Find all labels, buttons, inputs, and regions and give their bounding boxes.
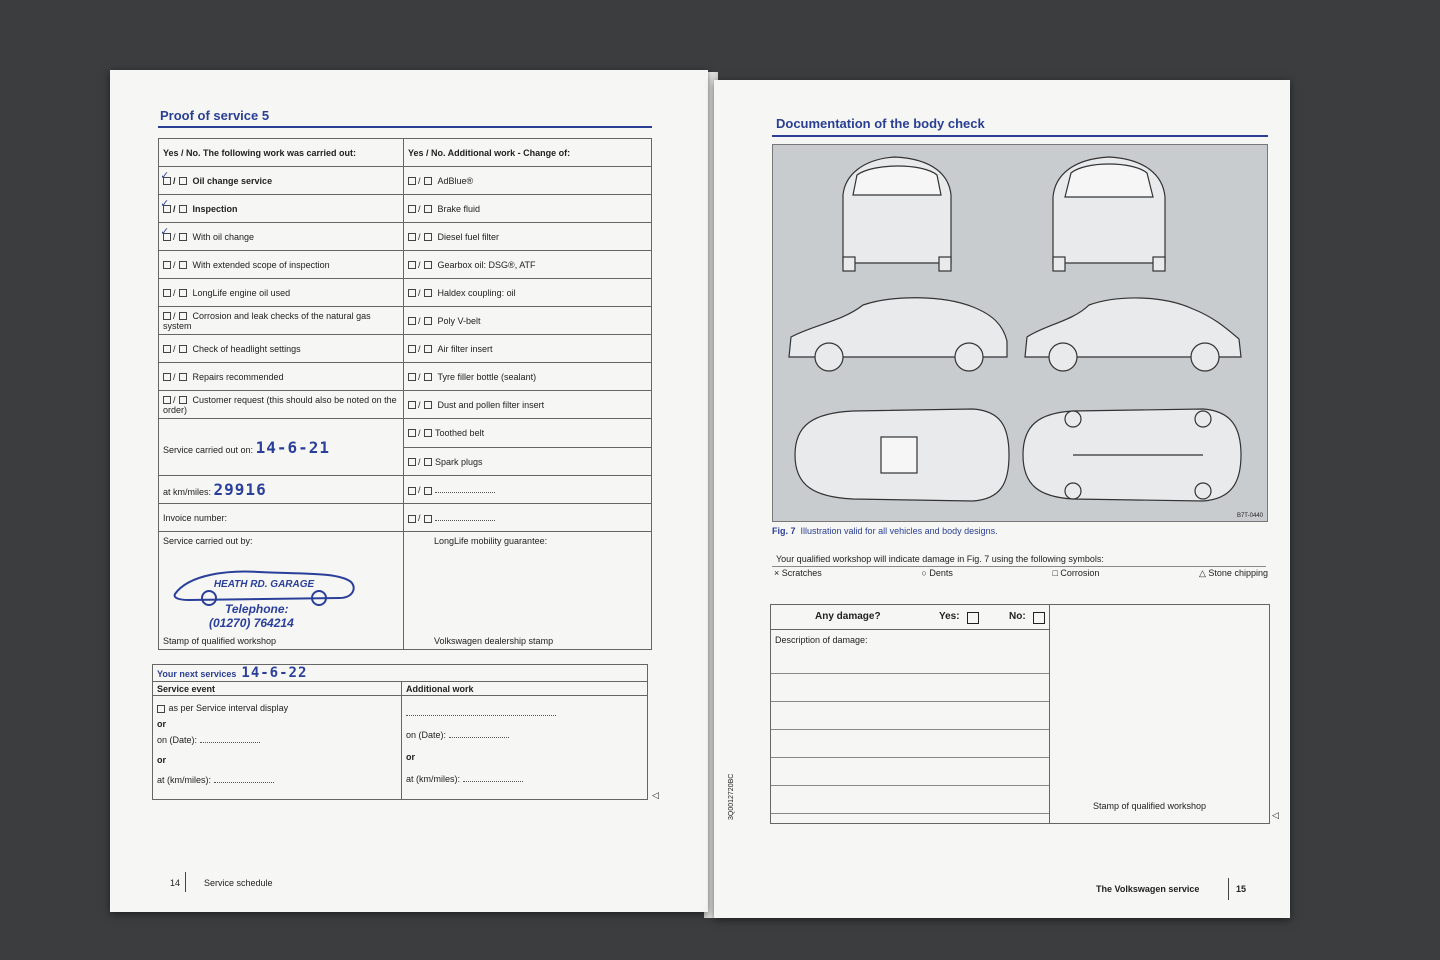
extra-work-label: Toothed belt	[435, 428, 485, 438]
no-checkbox[interactable]	[424, 515, 432, 523]
yes-checkbox[interactable]	[408, 233, 416, 241]
description-line[interactable]	[771, 729, 1049, 730]
date-blank[interactable]	[449, 729, 509, 738]
damage-symbol	[1052, 568, 1099, 579]
no-checkbox[interactable]	[424, 373, 432, 381]
stamp-label: Stamp of qualified workshop	[163, 636, 277, 646]
damage-symbol	[774, 568, 822, 579]
yes-label: Yes:	[939, 611, 960, 622]
table-row	[159, 251, 652, 279]
no-checkbox[interactable]	[1033, 612, 1045, 624]
table-row	[159, 307, 652, 335]
work-item-cell: / Check of headlight settings	[159, 335, 404, 363]
yes-checkbox[interactable]	[408, 289, 416, 297]
additional-work-label: Tyre filler bottle (sealant)	[437, 371, 537, 382]
longlife-label: LongLife mobility guarantee:	[434, 536, 548, 546]
extra-work-row: /	[404, 504, 652, 532]
table-row	[159, 391, 652, 419]
continue-arrow-icon: ◁	[1272, 810, 1279, 820]
no-checkbox[interactable]	[424, 401, 432, 409]
no-checkbox[interactable]	[179, 205, 187, 213]
yes-checkbox[interactable]	[408, 177, 416, 185]
work-item-cell: / Repairs recommended	[159, 363, 404, 391]
yes-checkbox[interactable]	[163, 345, 171, 353]
yes-checkbox[interactable]	[408, 205, 416, 213]
left-page	[110, 70, 708, 912]
vehicle-outlines	[773, 145, 1267, 521]
work-item-cell: / Customer request (this should also be noted on the order)	[159, 391, 404, 419]
yes-checkbox[interactable]	[408, 401, 416, 409]
symbol-glyph-icon: △	[1198, 568, 1206, 578]
handwritten-tick-icon: ✓	[161, 195, 170, 210]
no-checkbox[interactable]	[179, 312, 187, 320]
work-item-cell: / LongLife engine oil used	[159, 279, 404, 307]
extra-work-label: Spark plugs	[435, 456, 483, 467]
work-item-label: Inspection	[192, 203, 238, 214]
yes-checkbox[interactable]	[163, 396, 171, 404]
no-checkbox[interactable]	[424, 458, 432, 466]
symbol-glyph-icon: □	[1052, 568, 1058, 578]
work-item-label: Corrosion and leak checks of the natural gas system	[163, 310, 371, 331]
additional-work-label: AdBlue®	[437, 175, 474, 186]
figure-caption	[772, 526, 998, 536]
additional-work-cell	[402, 696, 648, 800]
yes-checkbox[interactable]	[163, 261, 171, 269]
work-blank[interactable]	[406, 707, 556, 716]
page-title: Proof of service 5	[160, 108, 270, 123]
no-checkbox[interactable]	[424, 429, 432, 437]
no-checkbox[interactable]	[179, 373, 187, 381]
right-page	[714, 80, 1290, 918]
footer-text: Service schedule	[204, 878, 273, 888]
work-item-label: Check of headlight settings	[192, 343, 301, 354]
or-label: or	[157, 719, 166, 729]
dealer-stamp-cell	[404, 532, 652, 650]
garage-stamp-car-logo	[169, 554, 359, 606]
footer-text: The Volkswagen service	[1096, 884, 1200, 894]
service-date-cell	[159, 419, 404, 476]
yes-checkbox[interactable]	[408, 373, 416, 381]
additional-work-cell: / Dust and pollen filter insert	[404, 391, 652, 419]
yes-checkbox[interactable]	[967, 612, 979, 624]
symbol-glyph-icon: ○	[921, 568, 927, 578]
additional-work-label: Dust and pollen filter insert	[437, 399, 545, 410]
symbols-intro: Your qualified workshop will indicate damage in Fig. 7 using the following symbols:	[776, 554, 1104, 564]
damage-label: Any damage?	[815, 611, 881, 622]
no-checkbox[interactable]	[424, 177, 432, 185]
page-title: Documentation of the body check	[776, 116, 985, 131]
description-line[interactable]	[771, 757, 1049, 758]
interval-checkbox[interactable]	[157, 705, 165, 713]
blank-line	[435, 484, 495, 493]
table-row	[159, 363, 652, 391]
handwritten-tick-icon: ✓	[161, 167, 170, 182]
continue-arrow-icon: ◁	[652, 790, 659, 800]
km-value: 29916	[213, 480, 267, 499]
no-checkbox[interactable]	[424, 233, 432, 241]
page-number: 15	[1236, 884, 1247, 894]
no-checkbox[interactable]	[424, 205, 432, 213]
service-by-label: Service carried out by:	[163, 536, 253, 546]
description-line[interactable]	[771, 785, 1049, 786]
table-row	[159, 223, 652, 251]
next-services-label: Your next services	[157, 669, 237, 679]
service-event-cell	[153, 696, 402, 800]
description-line[interactable]	[771, 813, 1049, 814]
no-checkbox[interactable]	[179, 345, 187, 353]
table-row	[159, 279, 652, 307]
or-label: or	[406, 752, 415, 762]
table-row	[159, 195, 652, 223]
symbol-label: Stone chipping	[1208, 568, 1268, 578]
workshop-stamp-label: Stamp of qualified workshop	[1093, 801, 1207, 811]
description-line[interactable]	[771, 673, 1049, 674]
footer-divider	[1228, 878, 1229, 900]
date-blank[interactable]	[200, 734, 260, 743]
no-checkbox[interactable]	[424, 289, 432, 297]
work-item-cell: / With extended scope of inspection	[159, 251, 404, 279]
blank-line	[435, 512, 495, 521]
service-date-value: 14-6-21	[255, 437, 330, 457]
symbol-label: Corrosion	[1060, 568, 1100, 578]
no-checkbox[interactable]	[179, 177, 187, 185]
symbol-glyph-icon: ×	[774, 568, 780, 578]
work-item-label: Customer request (this should also be noted on the order)	[163, 394, 397, 415]
yes-checkbox[interactable]	[408, 515, 416, 523]
damage-question-row	[771, 605, 1050, 630]
work-item-cell: ✓ / With oil change	[159, 223, 404, 251]
col1-header: Yes / No. The following work was carried out:	[159, 139, 404, 167]
symbol-label: Scratches	[781, 568, 822, 578]
as-per-label: as per Service interval display	[168, 703, 289, 713]
at-km-label: at (km/miles):	[406, 774, 460, 784]
km-cell	[159, 476, 404, 504]
no-checkbox[interactable]	[179, 233, 187, 241]
additional-work-cell: / Diesel fuel filter	[404, 223, 652, 251]
dealer-stamp-label: Volkswagen dealership stamp	[434, 636, 554, 646]
additional-work-cell: / Poly V-belt	[404, 307, 652, 335]
yes-checkbox[interactable]	[408, 458, 416, 466]
footer-divider	[185, 872, 186, 892]
additional-work-label: Poly V-belt	[437, 315, 481, 326]
invoice-label: Invoice number:	[159, 504, 404, 532]
km-blank[interactable]	[214, 774, 274, 783]
next-service-date: 14-6-22	[241, 665, 308, 681]
additional-work-cell: / Air filter insert	[404, 335, 652, 363]
description-line[interactable]	[771, 701, 1049, 702]
extra-work-row: /	[404, 476, 652, 504]
vehicle-diagram	[772, 144, 1268, 522]
or-label: or	[157, 755, 166, 765]
additional-work-label: Haldex coupling: oil	[437, 287, 516, 298]
no-checkbox[interactable]	[179, 289, 187, 297]
no-checkbox[interactable]	[424, 317, 432, 325]
at-km-label: at (km/miles):	[157, 775, 211, 785]
work-item-cell: ✓ / Inspection	[159, 195, 404, 223]
yes-checkbox[interactable]	[163, 373, 171, 381]
no-checkbox[interactable]	[424, 487, 432, 495]
next-services-table	[152, 664, 648, 800]
yes-checkbox[interactable]	[408, 317, 416, 325]
damage-symbol	[1199, 568, 1268, 579]
work-item-label: Repairs recommended	[192, 371, 284, 382]
on-date-label: on (Date):	[406, 730, 447, 740]
page-number: 14	[170, 878, 181, 888]
additional-work-cell: / Haldex coupling: oil	[404, 279, 652, 307]
no-checkbox[interactable]	[424, 345, 432, 353]
km-label: at km/miles:	[163, 487, 212, 497]
title-rule	[772, 135, 1268, 137]
service-event-header: Service event	[153, 682, 402, 696]
table-row	[159, 167, 652, 195]
yes-checkbox[interactable]	[408, 487, 416, 495]
service-table	[158, 138, 652, 650]
figure-caption-text: Illustration valid for all vehicles and body designs.	[800, 526, 998, 536]
form-divider	[1049, 629, 1050, 823]
yes-checkbox[interactable]	[163, 289, 171, 297]
col2-header: Yes / No. Additional work - Change of:	[404, 139, 652, 167]
stamp-tel-label: Telephone:	[225, 602, 289, 616]
symbol-label: Dents	[929, 568, 953, 578]
figure-code: B7T-0440	[1236, 513, 1263, 519]
title-rule	[158, 126, 652, 128]
additional-work-label: Brake fluid	[437, 203, 481, 214]
no-label: No:	[1009, 611, 1026, 622]
additional-work-header: Additional work	[402, 682, 648, 696]
additional-work-cell: / AdBlue®	[404, 167, 652, 195]
additional-work-cell: / Tyre filler bottle (sealant)	[404, 363, 652, 391]
damage-symbols	[774, 568, 1268, 579]
figure-label: Fig. 7	[772, 526, 796, 536]
additional-work-label: Air filter insert	[437, 343, 493, 354]
additional-work-label: Diesel fuel filter	[437, 231, 500, 242]
additional-work-cell: / Gearbox oil: DSG®, ATF	[404, 251, 652, 279]
work-item-label: Oil change service	[192, 175, 273, 186]
description-label: Description of damage:	[775, 635, 868, 645]
side-code: 3Q0012720BC	[728, 773, 735, 820]
km-blank[interactable]	[463, 773, 523, 782]
damage-form	[770, 604, 1270, 824]
no-checkbox[interactable]	[179, 261, 187, 269]
garage-stamp-name: HEATH RD. GARAGE	[213, 579, 315, 590]
work-item-cell: / Corrosion and leak checks of the natural gas system	[159, 307, 404, 335]
handwritten-tick-icon: ✓	[161, 223, 170, 238]
additional-work-label: Gearbox oil: DSG®, ATF	[437, 259, 536, 270]
yes-checkbox[interactable]	[163, 312, 171, 320]
damage-symbol	[921, 568, 952, 579]
on-date-label: on (Date):	[157, 735, 198, 745]
work-item-label: With oil change	[192, 231, 255, 242]
workshop-stamp-cell	[159, 532, 404, 650]
work-item-label: With extended scope of inspection	[192, 259, 330, 270]
stamp-tel: (01270) 764214	[209, 616, 294, 630]
no-checkbox[interactable]	[424, 261, 432, 269]
work-item-cell: ✓ / Oil change service	[159, 167, 404, 195]
extra-work-row: / Spark plugs	[404, 448, 651, 475]
work-item-label: LongLife engine oil used	[192, 287, 291, 298]
no-checkbox[interactable]	[179, 396, 187, 404]
yes-checkbox[interactable]	[408, 429, 416, 437]
symbols-rule	[772, 566, 1266, 567]
yes-checkbox[interactable]	[408, 345, 416, 353]
extra-work-row: / Toothed belt	[404, 419, 651, 448]
additional-work-cell: / Brake fluid	[404, 195, 652, 223]
service-date-label: Service carried out on:	[163, 444, 254, 455]
yes-checkbox[interactable]	[408, 261, 416, 269]
table-row	[159, 335, 652, 363]
